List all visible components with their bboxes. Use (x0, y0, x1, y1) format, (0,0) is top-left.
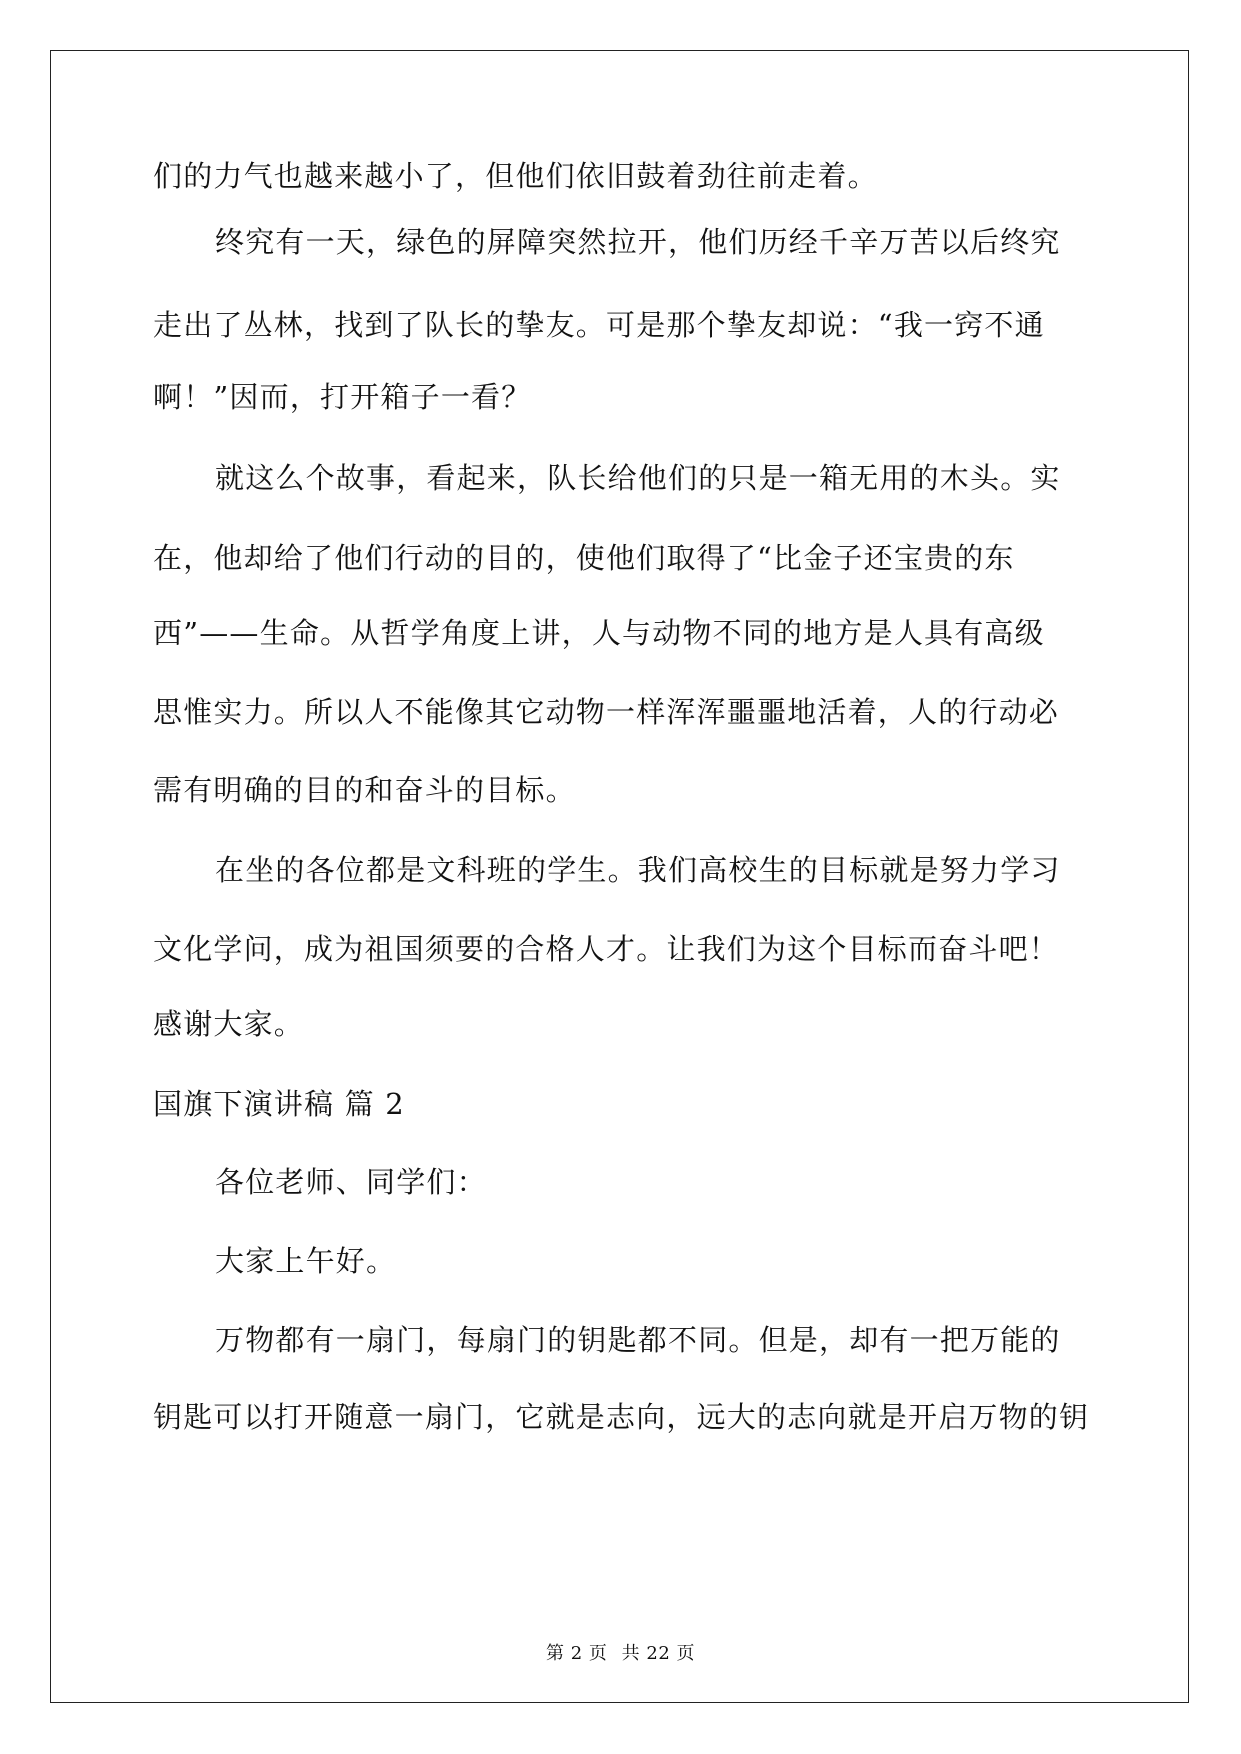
paragraph-start-line: 终究有一天，绿色的屏障突然拉开，他们历经千辛万苦以后终究 (215, 225, 1061, 259)
salutation-line: 各位老师、同学们： (215, 1165, 487, 1199)
body-line: 在，他却给了他们行动的目的，使他们取得了“比金子还宝贵的东 (153, 541, 1015, 575)
paragraph-start-line: 万物都有一扇门，每扇门的钥匙都不同。但是，却有一把万能的 (215, 1323, 1061, 1357)
page-number: 第 2 页 (546, 1643, 608, 1664)
body-line: 感谢大家。 (153, 1007, 305, 1041)
page-footer (0, 1642, 1241, 1666)
section-heading: 国旗下演讲稿 篇 2 (153, 1087, 405, 1121)
body-line: 需有明确的目的和奋斗的目标。 (153, 773, 576, 807)
body-line: 啊！”因而，打开箱子一看？ (153, 380, 532, 414)
body-line: 思惟实力。所以人不能像其它动物一样浑浑噩噩地活着，人的行动必 (153, 695, 1060, 729)
body-line: 钥匙可以打开随意一扇门，它就是志向，远大的志向就是开启万物的钥 (153, 1400, 1090, 1434)
paragraph-start-line: 在坐的各位都是文科班的学生。我们高校生的目标就是努力学习 (215, 853, 1061, 887)
body-line: 文化学问，成为祖国须要的合格人才。让我们为这个目标而奋斗吧！ (153, 932, 1060, 966)
body-line: 走出了丛林，找到了队长的挚友。可是那个挚友却说：“我一窍不通 (153, 308, 1045, 342)
paragraph-start-line: 就这么个故事，看起来，队长给他们的只是一箱无用的木头。实 (215, 461, 1061, 495)
body-line: 们的力气也越来越小了，但他们依旧鼓着劲往前走着。 (153, 159, 878, 193)
page-total: 共 22 页 (621, 1643, 695, 1664)
greeting-line: 大家上午好。 (215, 1244, 397, 1278)
body-line: 西”——生命。从哲学角度上讲，人与动物不同的地方是人具有高级 (153, 616, 1045, 650)
